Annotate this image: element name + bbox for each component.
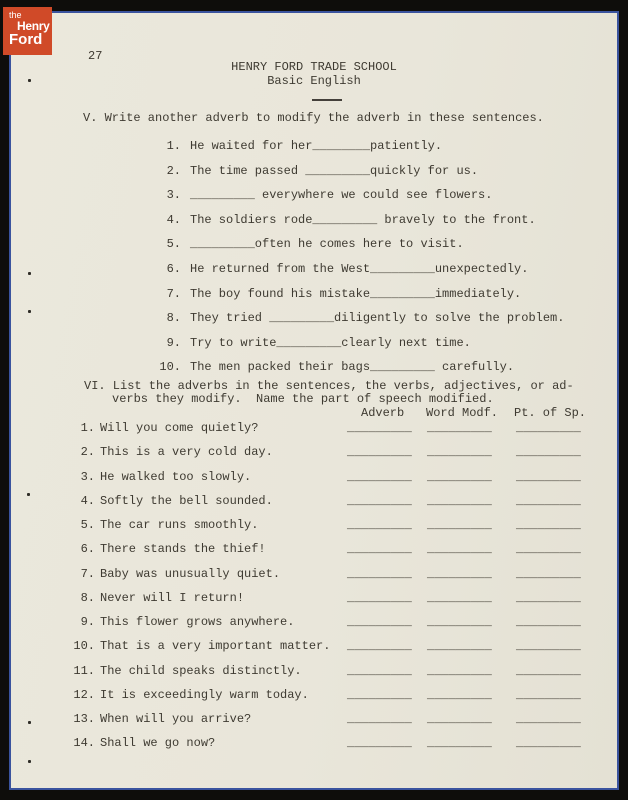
exercise-v-row: [11, 288, 617, 302]
word-modified-blank: _________: [427, 712, 492, 726]
item-sentence: He walked too slowly.: [100, 469, 252, 484]
item-sentence: The car runs smoothly.: [100, 518, 259, 532]
word-modified-blank: _________: [427, 736, 492, 751]
the-henry-ford-logo: [3, 7, 52, 55]
adverb-blank: _________: [347, 518, 412, 532]
item-number: 1.: [80, 421, 95, 435]
adverb-blank: _________: [347, 493, 412, 508]
part-of-speech-blank: _________: [516, 590, 581, 605]
part-of-speech-blank: _________: [516, 469, 581, 484]
adverb-blank: _________: [347, 590, 412, 605]
item-sentence: This is a very cold day.: [100, 445, 273, 460]
exercise-vi-row: [11, 665, 617, 679]
section-vi-heading-line2: verbs they modify. Name the part of speech modified.: [112, 392, 494, 406]
exercise-vi-row: [11, 543, 617, 557]
item-number: 12.: [73, 687, 95, 702]
column-header-part-of-speech: Pt. of Sp.: [514, 406, 587, 420]
exercise-v-row: [11, 189, 617, 203]
adverb-blank: _________: [347, 687, 412, 702]
adverb-blank: _________: [347, 445, 412, 460]
part-of-speech-blank: _________: [516, 421, 581, 435]
word-modified-blank: _________: [427, 518, 492, 532]
adverb-blank: _________: [347, 663, 412, 678]
item-number: 9.: [166, 335, 181, 350]
adverb-blank: _________: [347, 421, 412, 435]
item-sentence: _________often he comes here to visit.: [190, 237, 464, 252]
item-number: 3.: [80, 469, 95, 484]
item-number: 10.: [73, 639, 95, 654]
item-sentence: The time passed _________quickly for us.: [190, 163, 479, 178]
item-sentence: Shall we go now?: [100, 736, 216, 751]
item-number: 6.: [166, 262, 181, 276]
word-modified-blank: _________: [427, 445, 492, 460]
item-number: 3.: [166, 188, 181, 203]
word-modified-blank: _________: [427, 639, 492, 654]
exercise-vi-row: [11, 568, 617, 582]
scan-dot: [28, 721, 31, 724]
item-sentence: It is exceedingly warm today.: [100, 687, 309, 702]
logo-word-the: the: [9, 10, 22, 20]
item-number: 4.: [166, 212, 181, 227]
item-number: 5.: [80, 518, 95, 532]
word-modified-blank: _________: [427, 566, 492, 581]
item-sentence: Never will I return!: [100, 590, 245, 605]
worksheet-page: [11, 13, 617, 788]
exercise-v-row: [11, 312, 617, 326]
item-sentence: Will you come quietly?: [100, 421, 259, 435]
exercise-vi-row: [11, 471, 617, 485]
scan-dot: [28, 272, 31, 275]
exercise-vi-row: [11, 519, 617, 533]
item-sentence: Baby was unusually quiet.: [100, 566, 281, 581]
word-modified-blank: _________: [427, 615, 492, 629]
item-number: 7.: [166, 286, 181, 301]
item-number: 10.: [159, 360, 181, 375]
exercise-v-row: [11, 238, 617, 252]
part-of-speech-blank: _________: [516, 493, 581, 508]
logo-word-ford: Ford: [9, 31, 43, 48]
adverb-blank: _________: [347, 469, 412, 484]
item-number: 4.: [80, 493, 95, 508]
item-sentence: When will you arrive?: [100, 712, 252, 726]
exercise-v-row: [11, 361, 617, 375]
exercise-vi-row: [11, 422, 617, 436]
item-sentence: The men packed their bags_________ carefully.: [190, 360, 515, 375]
part-of-speech-blank: _________: [516, 736, 581, 751]
part-of-speech-blank: _________: [516, 445, 581, 460]
section-vi-heading-line1: VI. List the adverbs in the sentences, the verbs, adjectives, or ad-: [84, 379, 574, 393]
exercise-v-row: [11, 337, 617, 351]
item-sentence: He waited for her________patiently.: [190, 139, 443, 153]
part-of-speech-blank: _________: [516, 542, 581, 557]
scan-dot: [27, 493, 30, 496]
column-header-word-modified: Word Modf.: [426, 406, 499, 420]
page-title: HENRY FORD TRADE SCHOOL: [231, 60, 397, 74]
word-modified-blank: _________: [427, 687, 492, 702]
adverb-blank: _________: [347, 639, 412, 654]
item-number: 5.: [166, 237, 181, 252]
adverb-blank: _________: [347, 615, 412, 629]
item-sentence: The boy found his mistake_________immediately.: [190, 286, 522, 301]
scan-dot: [28, 79, 31, 82]
exercise-vi-row: [11, 592, 617, 606]
exercise-vi-row: [11, 616, 617, 630]
word-modified-blank: _________: [427, 542, 492, 557]
item-sentence: Try to write_________clearly next time.: [190, 335, 471, 350]
item-number: 13.: [73, 712, 95, 726]
item-sentence: This flower grows anywhere.: [100, 615, 295, 629]
word-modified-blank: _________: [427, 421, 492, 435]
part-of-speech-blank: _________: [516, 712, 581, 726]
part-of-speech-blank: _________: [516, 566, 581, 581]
exercise-vi-row: [11, 495, 617, 509]
item-number: 9.: [80, 615, 95, 629]
item-sentence: He returned from the West_________unexpectedly.: [190, 262, 529, 276]
exercise-vi-row: [11, 446, 617, 460]
item-number: 1.: [166, 139, 181, 153]
part-of-speech-blank: _________: [516, 615, 581, 629]
item-sentence: There stands the thief!: [100, 542, 266, 557]
page-number: 27: [88, 49, 103, 63]
item-number: 2.: [80, 445, 95, 460]
column-header-adverb: Adverb: [361, 406, 405, 420]
part-of-speech-blank: _________: [516, 687, 581, 702]
word-modified-blank: _________: [427, 469, 492, 484]
logo-word-henry: Henry: [17, 19, 50, 33]
part-of-speech-blank: _________: [516, 518, 581, 532]
title-divider-rule: [312, 99, 342, 101]
exercise-vi-row: [11, 640, 617, 654]
exercise-v-row: [11, 165, 617, 179]
scan-dot: [28, 310, 31, 313]
word-modified-blank: _________: [427, 663, 492, 678]
item-sentence: The child speaks distinctly.: [100, 663, 302, 678]
item-number: 11.: [73, 663, 95, 678]
item-sentence: _________ everywhere we could see flowers.: [190, 188, 493, 203]
exercise-v-row: [11, 140, 617, 154]
exercise-vi-row: [11, 737, 617, 751]
item-sentence: Softly the bell sounded.: [100, 493, 273, 508]
exercise-vi-row: [11, 689, 617, 703]
item-sentence: The soldiers rode_________ bravely to the front.: [190, 212, 536, 227]
adverb-blank: _________: [347, 712, 412, 726]
item-number: 7.: [80, 566, 95, 581]
part-of-speech-blank: _________: [516, 663, 581, 678]
word-modified-blank: _________: [427, 590, 492, 605]
scan-dot: [28, 760, 31, 763]
item-number: 14.: [73, 736, 95, 751]
exercise-v-row: [11, 263, 617, 277]
adverb-blank: _________: [347, 566, 412, 581]
adverb-blank: _________: [347, 542, 412, 557]
exercise-vi-row: [11, 713, 617, 727]
item-number: 2.: [166, 163, 181, 178]
exercise-v-row: [11, 214, 617, 228]
page-subtitle: Basic English: [267, 74, 361, 88]
adverb-blank: _________: [347, 736, 412, 751]
item-sentence: They tried _________diligently to solve the problem.: [190, 311, 565, 326]
item-number: 8.: [80, 590, 95, 605]
word-modified-blank: _________: [427, 493, 492, 508]
part-of-speech-blank: _________: [516, 639, 581, 654]
item-number: 6.: [80, 542, 95, 557]
item-sentence: That is a very important matter.: [100, 639, 331, 654]
item-number: 8.: [166, 311, 181, 326]
section-v-heading: V. Write another adverb to modify the adverb in these sentences.: [83, 111, 544, 125]
